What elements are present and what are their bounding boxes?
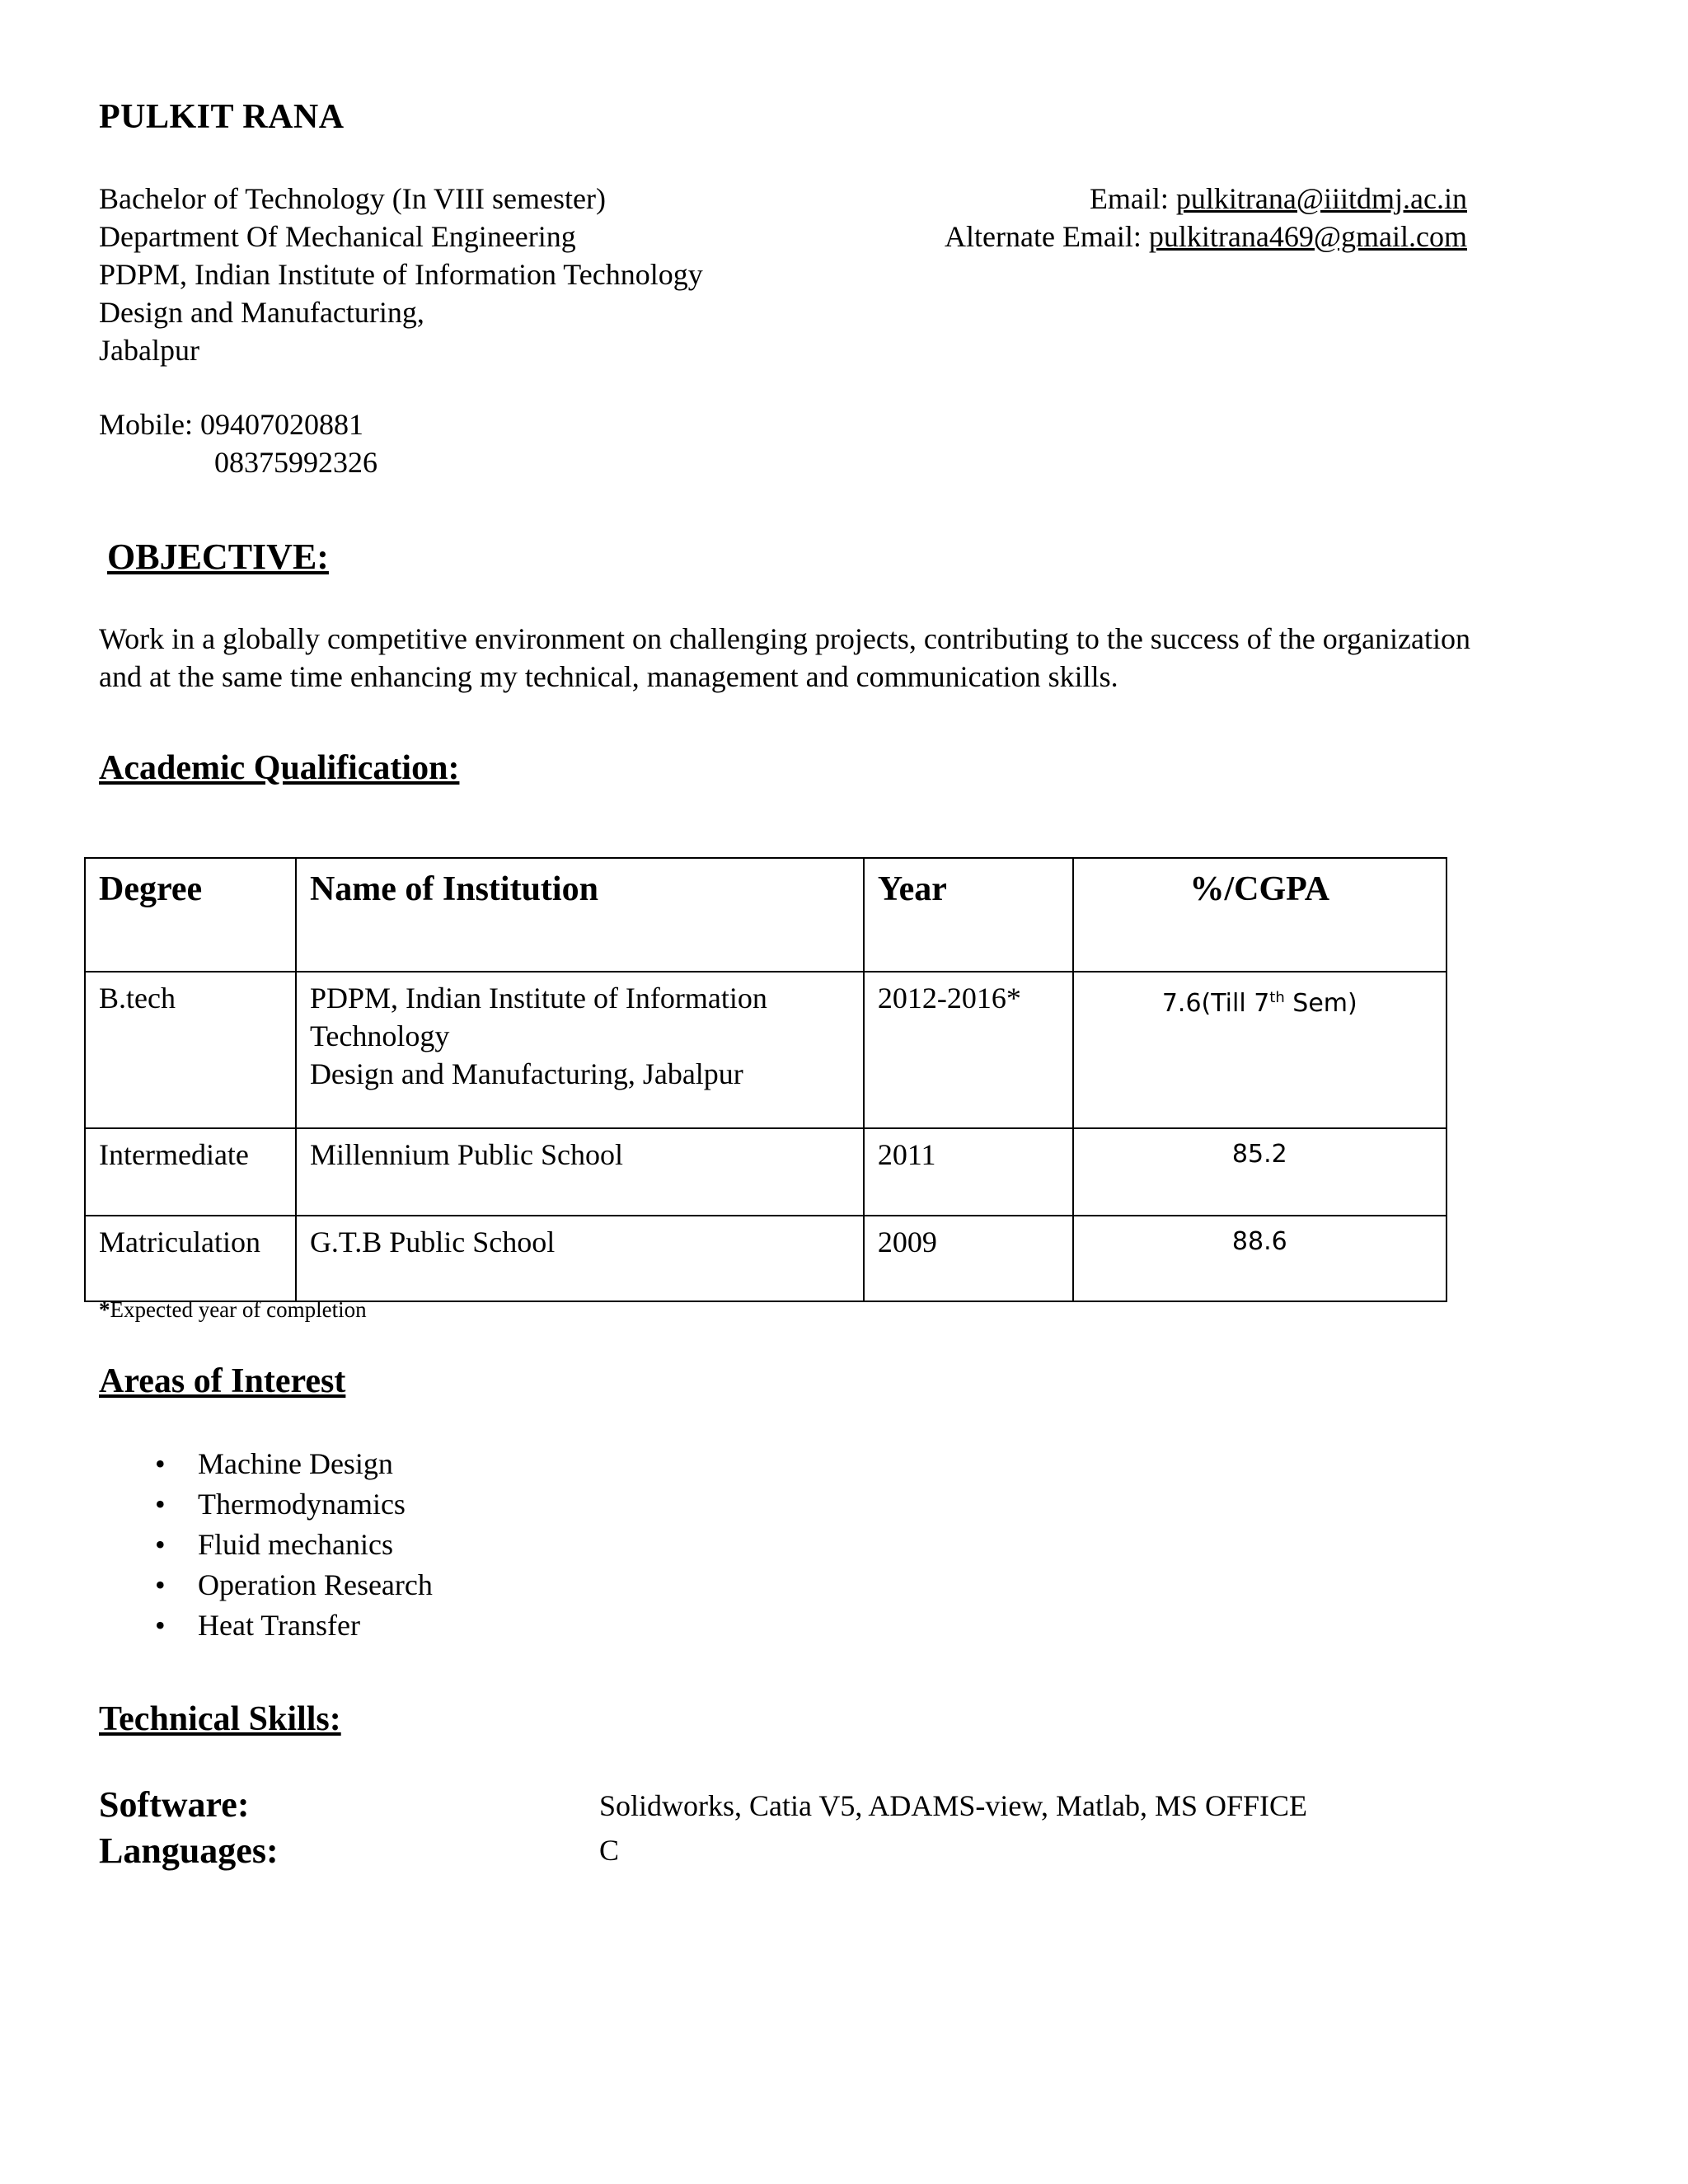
year-cell: 2012-2016* [864,972,1073,1128]
mobile-label: Mobile: [99,408,193,441]
address-line: Department Of Mechanical Engineering [99,220,576,253]
mobile-block [99,405,377,481]
institution-cell: G.T.B Public School [296,1216,864,1301]
address-line: Design and Manufacturing, [99,296,424,329]
technical-heading: Technical Skills: [99,1700,341,1738]
alt-email-link[interactable]: pulkitrana469@gmail.com [1148,220,1467,253]
column-header-cgpa: %/CGPA [1073,858,1447,972]
degree-cell: Matriculation [85,1216,296,1301]
mobile-number-1: 09407020881 [200,408,363,441]
column-header-degree: Degree [85,858,296,972]
institution-line: PDPM, Indian Institute of Information [309,982,767,1015]
cgpa-value: 7.6(Till 7 [1161,989,1270,1018]
address-line: Jabalpur [99,334,199,367]
objective-text: Work in a globally competitive environment on challenging projects, contributing to the success of the organization and at the same time enhancing my technical, management and communication skills. [99,622,1471,693]
bullet-icon: • [155,1609,166,1642]
table-row [85,1216,1447,1301]
table-header-row [85,858,1447,972]
institution-line: Design and Manufacturing, Jabalpur [309,1057,743,1090]
email-link[interactable]: pulkitrana@iiitdmj.ac.in [1175,182,1467,215]
objective-heading: OBJECTIVE: [107,537,329,577]
degree-cell: B.tech [85,972,296,1128]
list-item-label: Operation Research [198,1568,433,1601]
list-item [140,1605,433,1646]
languages-value: C [599,1834,620,1867]
alt-email-row [945,218,1467,255]
list-item [140,1444,433,1484]
candidate-name: PULKIT RANA [99,98,345,136]
footnote-text: Expected year of completion [110,1297,367,1322]
year-cell: 2009 [864,1216,1073,1301]
list-item-label: Machine Design [198,1447,393,1480]
address-block [99,180,703,369]
institution-cell [296,972,864,1128]
cgpa-cell: 85.2 [1073,1128,1447,1216]
email-block [945,180,1467,255]
year-cell: 2011 [864,1128,1073,1216]
list-item-label: Thermodynamics [198,1488,406,1521]
degree-cell: Intermediate [85,1128,296,1216]
bullet-icon: • [155,1568,166,1601]
academic-table [84,857,1447,1302]
bullet-icon: • [155,1447,166,1480]
academic-heading: Academic Qualification: [99,749,460,787]
email-label: Email: [1089,182,1169,215]
cgpa-cell: 88.6 [1073,1216,1447,1301]
table-row [85,972,1447,1128]
languages-label: Languages: [99,1830,279,1871]
list-item [140,1525,433,1565]
column-header-year: Year [864,858,1073,972]
alt-email-label: Alternate Email: [945,220,1142,253]
cgpa-cell [1073,972,1447,1128]
institution-line: Technology [309,1019,450,1052]
software-label: Software: [99,1784,250,1825]
footnote-star: * [99,1297,110,1322]
email-row [945,180,1467,218]
list-item [140,1565,433,1605]
list-item-label: Fluid mechanics [198,1528,393,1561]
list-item-label: Heat Transfer [198,1609,360,1642]
list-item [140,1484,433,1525]
areas-list [140,1444,433,1646]
bullet-icon: • [155,1528,166,1561]
areas-heading: Areas of Interest [99,1362,346,1400]
software-value: Solidworks, Catia V5, ADAMS-view, Matlab, MS OFFICE [599,1789,1308,1822]
cgpa-superscript: th [1269,989,1285,1006]
bullet-icon: • [155,1488,166,1521]
address-line: Bachelor of Technology (In VIII semester) [99,182,606,215]
table-row [85,1128,1447,1216]
cgpa-suffix: Sem) [1284,989,1357,1018]
address-line: PDPM, Indian Institute of Information Technology [99,258,703,291]
mobile-number-2: 08375992326 [214,446,377,479]
column-header-institution: Name of Institution [296,858,864,972]
institution-cell: Millennium Public School [296,1128,864,1216]
table-footnote [99,1297,367,1323]
